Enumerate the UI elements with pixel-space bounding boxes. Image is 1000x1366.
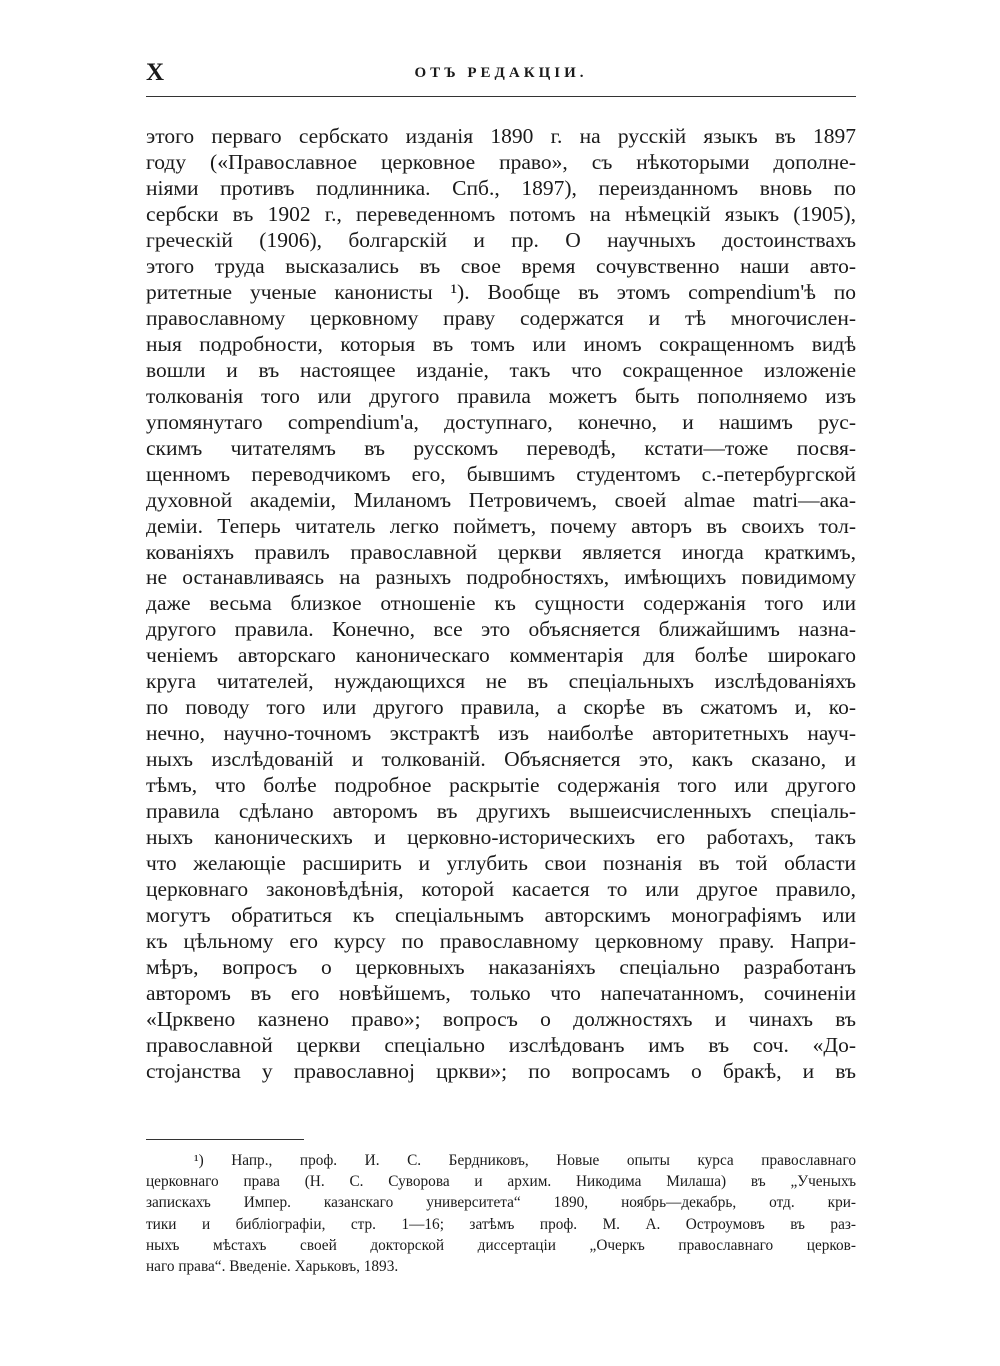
text-line: нечно, научно-точномъ экстрактѣ изъ наиболѣе авторитетныхъ науч- [146, 721, 856, 746]
text-line: къ цѣльному его курсу по православному церковному праву. Напри- [146, 929, 856, 954]
text-line: упомянутаго compendium'a, доступнаго, конечно, и нашимъ рус- [146, 409, 856, 434]
footnote-line: наго права“. Введеніе. Харьковъ, 1893. [146, 1257, 399, 1275]
text-line: скимъ читателямъ въ русскомъ переводѣ, кстати—тоже посвя- [146, 435, 856, 460]
text-line: этого перваго сербскато изданія 1890 г. на русскій языкъ въ 1897 [146, 124, 856, 148]
footnote-line: ¹) Напр., проф. И. С. Бердниковъ, Новые опыты курса православнаго [194, 1152, 856, 1169]
text-line: ныя подробности, которыя въ томъ или иномъ сокращенномъ видѣ [146, 331, 856, 356]
text-line: мѣръ, вопросъ о церковныхъ наказаніяхъ спеціально разработанъ [146, 955, 856, 979]
text-line: ченіемъ авторскаго каноническаго комментарія для болѣе широкаго [146, 643, 856, 668]
text-line: стојанства у православној цркви»; по вопросамъ о бракѣ, и въ [146, 1058, 856, 1083]
text-line: деміи. Теперь читатель легко пойметъ, почему авторъ въ своихъ тол- [146, 513, 856, 538]
text-line: не останавливаясь на разныхъ подробностяхъ, имѣющихъ повидимому [146, 565, 856, 590]
text-line: греческій (1906), болгарскій и пр. О научныхъ достоинствахъ [146, 227, 856, 252]
text-line: правила сдѣлано авторомъ въ другихъ вышеисчисленныхъ спеціаль- [146, 799, 856, 824]
text-line: ніями противъ подлинника. Спб., 1897), переизданномъ вновь по [146, 175, 856, 200]
text-line: щенномъ переводчикомъ его, бывшимъ студентомъ с.-петербургской [146, 461, 856, 486]
text-line: авторомъ въ его новѣйшемъ, только что напечатанномъ, сочиненіи [146, 980, 856, 1005]
header-rule [146, 96, 856, 97]
text-line: толкованія того или другого правила можетъ быть пополняемо изъ [146, 383, 856, 408]
text-line: ныхъ каноническихъ и церковно-историческихъ его работахъ, такъ [146, 825, 856, 850]
text-line: вошли и въ настоящее изданіе, такъ что сокращенное изложеніе [146, 357, 856, 382]
text-line: церковнаго законовѣдѣнія, которой касается то или другое правило, [146, 877, 856, 902]
text-line: этого труда высказались въ свое время сочувственно наши авто- [146, 253, 856, 278]
text-line: другого правила. Конечно, все это объясняется ближайшимъ назна- [146, 617, 856, 642]
text-line: году («Православное церковное право», съ нѣкоторыми дополне- [146, 149, 856, 174]
footnote-line: тики и библіографіи, стр. 1—16; затѣмъ проф. М. А. Остроумовъ въ раз- [146, 1215, 856, 1233]
footnote-line: ныхъ мѣстахъ своей докторской диссертаціи „Очеркъ православнаго церков- [146, 1236, 856, 1254]
text-line: православной церкви спеціально изслѣдованъ имъ въ соч. «До- [146, 1032, 856, 1057]
page-number: X [146, 59, 165, 86]
text-line: могутъ обратиться къ спеціальнымъ авторскимъ монографіямъ или [146, 903, 856, 928]
text-line: по поводу того или другого правила, а скорѣе въ сжатомъ и, ко- [146, 695, 856, 720]
text-line: сербски въ 1902 г., переведенномъ потомъ на нѣмецкій языкъ (1905), [146, 201, 856, 226]
footnote-line: запискахъ Импер. казанскаго университета“ 1890, ноябрь—декабрь, отд. кри- [146, 1194, 856, 1212]
text-line: православному церковному праву содержатся и тѣ многочислен- [146, 305, 856, 330]
text-line: ритетные ученые канонисты ¹). Вообще въ этомъ compendium'ѣ по [146, 279, 856, 304]
text-line: что желающіе расширить и углубить свои познанія въ той области [146, 851, 856, 876]
text-line: «Црквено казнено право»; вопросъ о должностяхъ и чинахъ въ [146, 1006, 856, 1031]
text-line: тѣмъ, что болѣе подробное раскрытіе содержанія того или другого [146, 773, 856, 798]
footnote-line: церковнаго права (Н. С. Суворова и архим. Никодима Милаша) въ „Ученыхъ [146, 1173, 856, 1191]
main-text [146, 124, 856, 1085]
text-line: ныхъ изслѣдованій и толкованій. Объясняется это, какъ сказано, и [146, 747, 856, 772]
text-line: духовной академіи, Миланомъ Петровичемъ, своей almae matri—ака- [146, 487, 856, 512]
footnote-rule [146, 1139, 304, 1140]
running-title: ОТЪ РЕДАКЦІИ. [414, 65, 588, 81]
text-line: кованіяхъ правилъ православной церкви является иногда краткимъ, [146, 539, 856, 564]
footnote [146, 1150, 856, 1277]
text-line: даже весьма близкое отношеніе къ сущности содержанія того или [146, 591, 856, 616]
text-line: круга читателей, нуждающихся не въ спеціальныхъ изслѣдованіяхъ [146, 669, 856, 694]
